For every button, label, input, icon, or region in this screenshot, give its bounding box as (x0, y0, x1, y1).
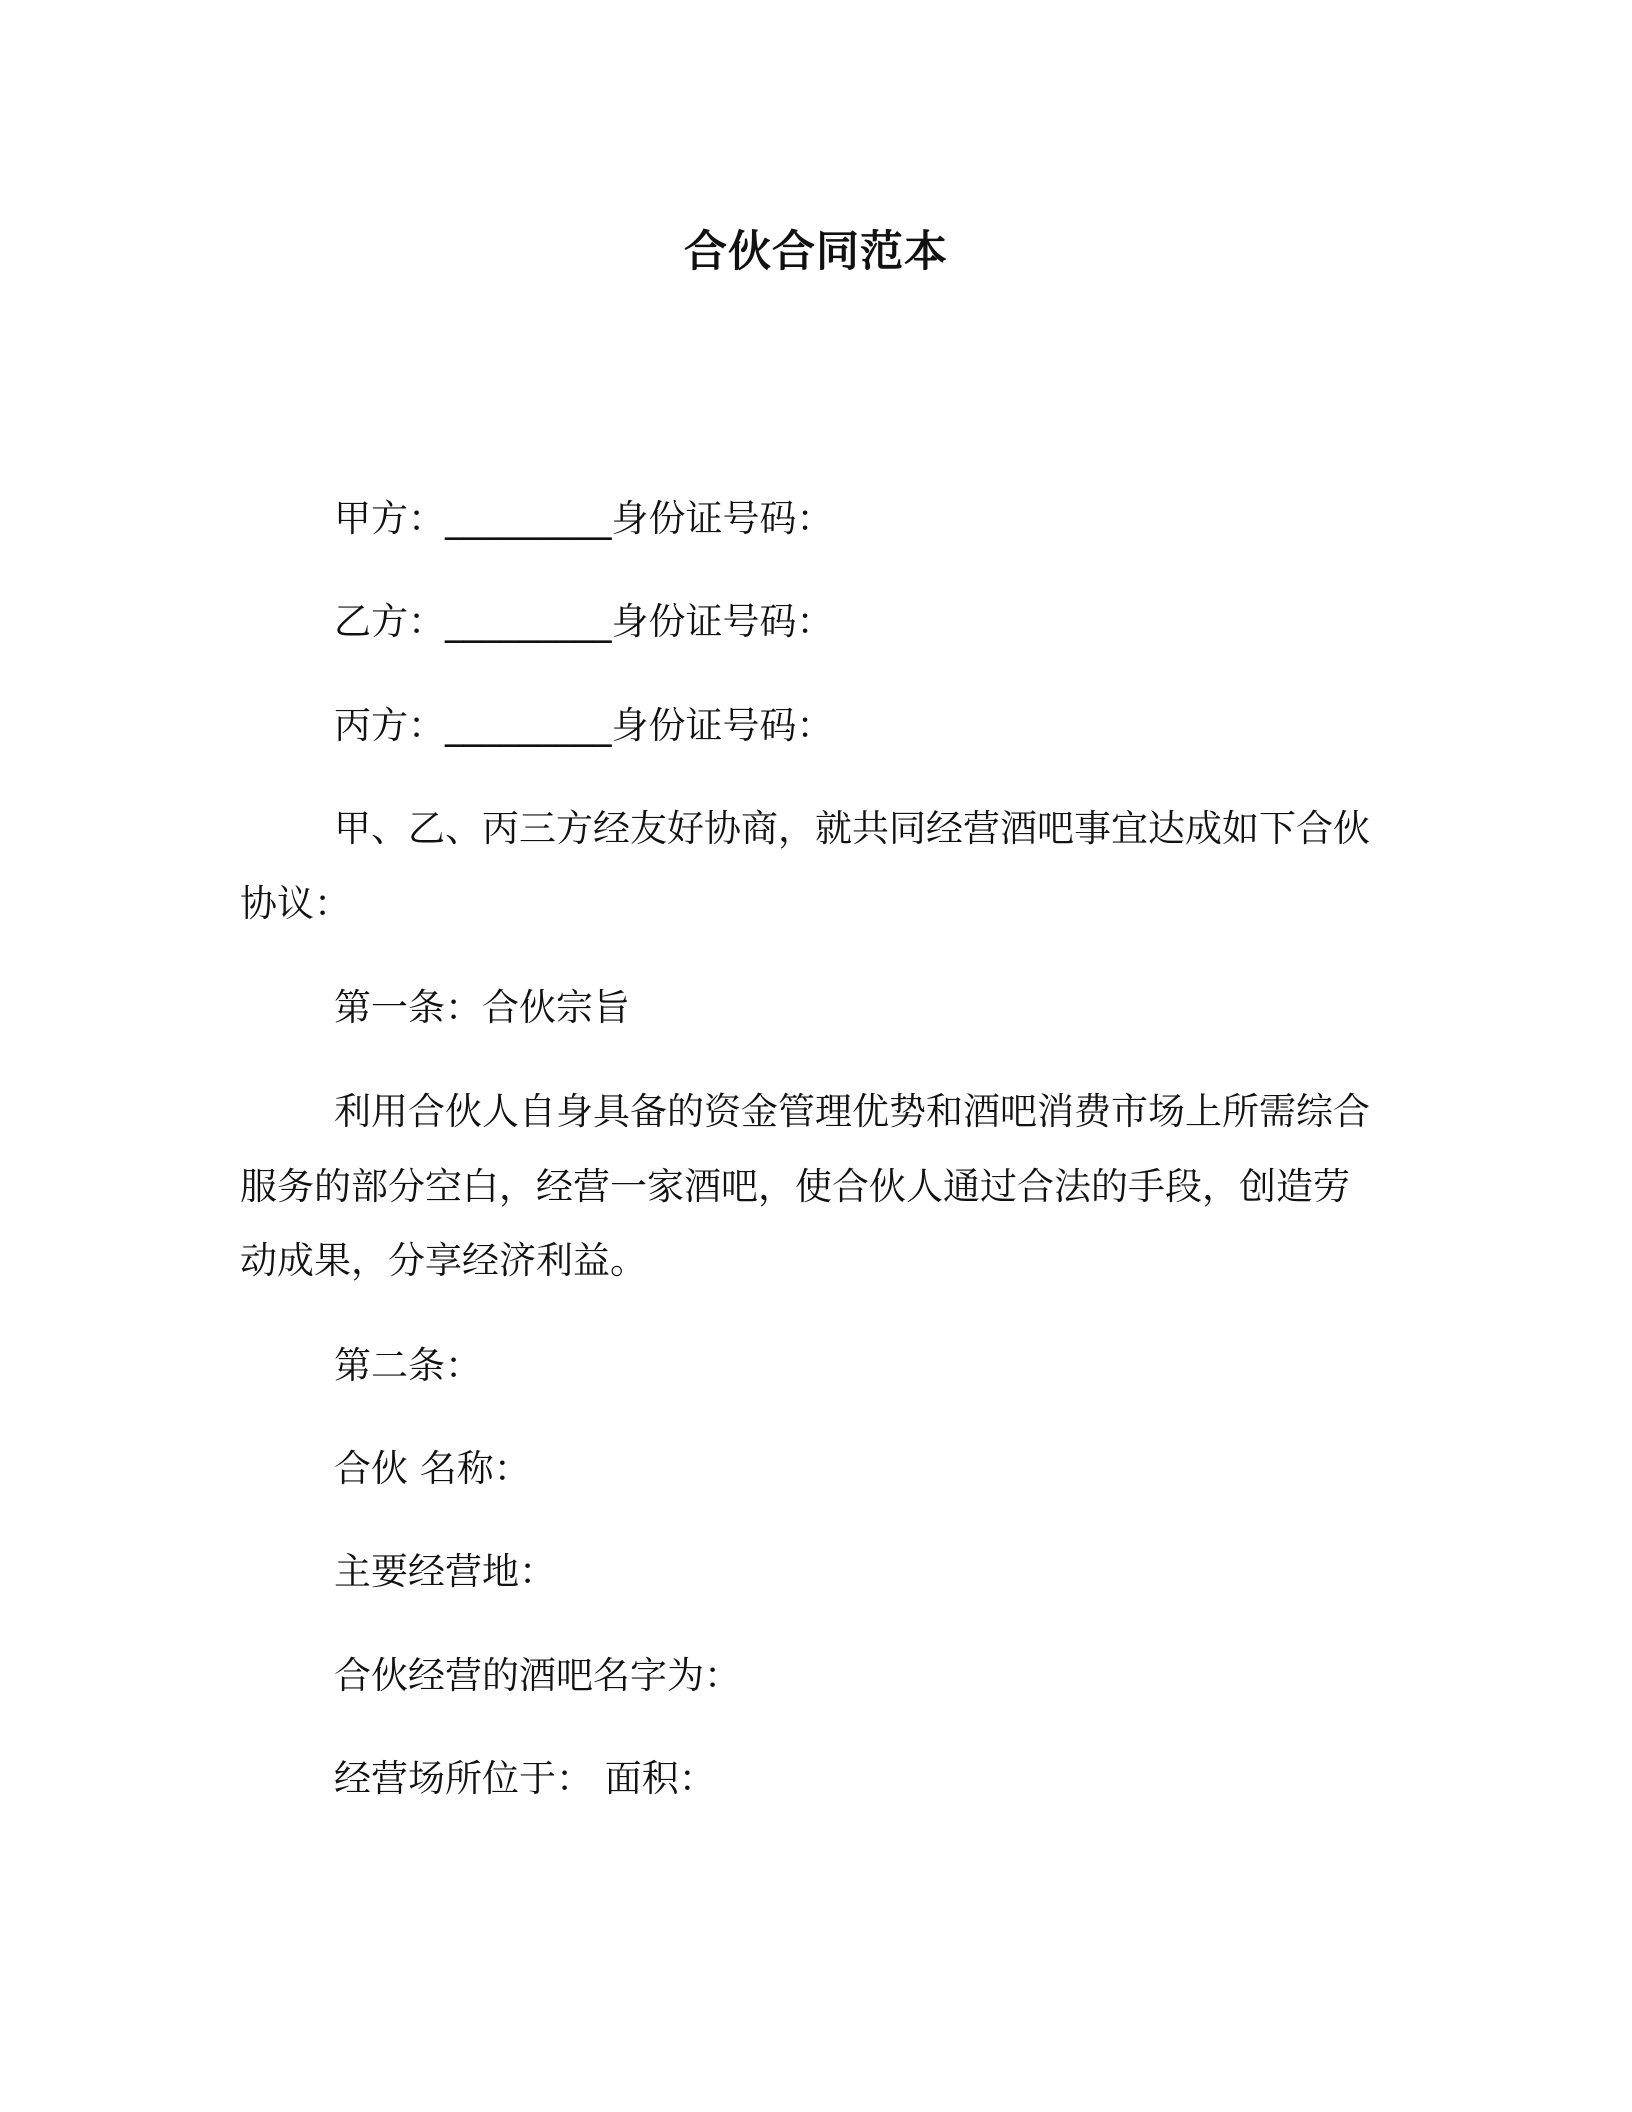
article-1-text-line-3: 动成果，分享经济利益。 (240, 1239, 647, 1282)
bar-name-field: 合伙经营的酒吧名字为： (334, 1654, 741, 1697)
main-business-location-field: 主要经营地： (334, 1550, 556, 1593)
article-1-text-line-1: 利用合伙人自身具备的资金管理优势和酒吧消费市场上所需综合 (334, 1090, 1370, 1133)
party-a-line: 甲方：_________身份证号码： (334, 497, 834, 540)
premises-area-field: 经营场所位于： 面积： (334, 1757, 716, 1800)
intro-line-1: 甲、乙、丙三方经友好协商，就共同经营酒吧事宜达成如下合伙 (334, 807, 1370, 850)
party-b-line: 乙方：_________身份证号码： (334, 600, 834, 643)
intro-line-2: 协议： (240, 882, 351, 925)
article-2-heading: 第二条： (334, 1344, 482, 1387)
article-1-text-line-2: 服务的部分空白，经营一家酒吧，使合伙人通过合法的手段，创造劳 (240, 1165, 1350, 1208)
article-1-heading: 第一条：合伙宗旨 (334, 986, 630, 1029)
partnership-name-field: 合伙 名称： (334, 1447, 531, 1490)
document-title: 合伙合同范本 (684, 227, 948, 277)
party-c-line: 丙方：_________身份证号码： (334, 704, 834, 747)
